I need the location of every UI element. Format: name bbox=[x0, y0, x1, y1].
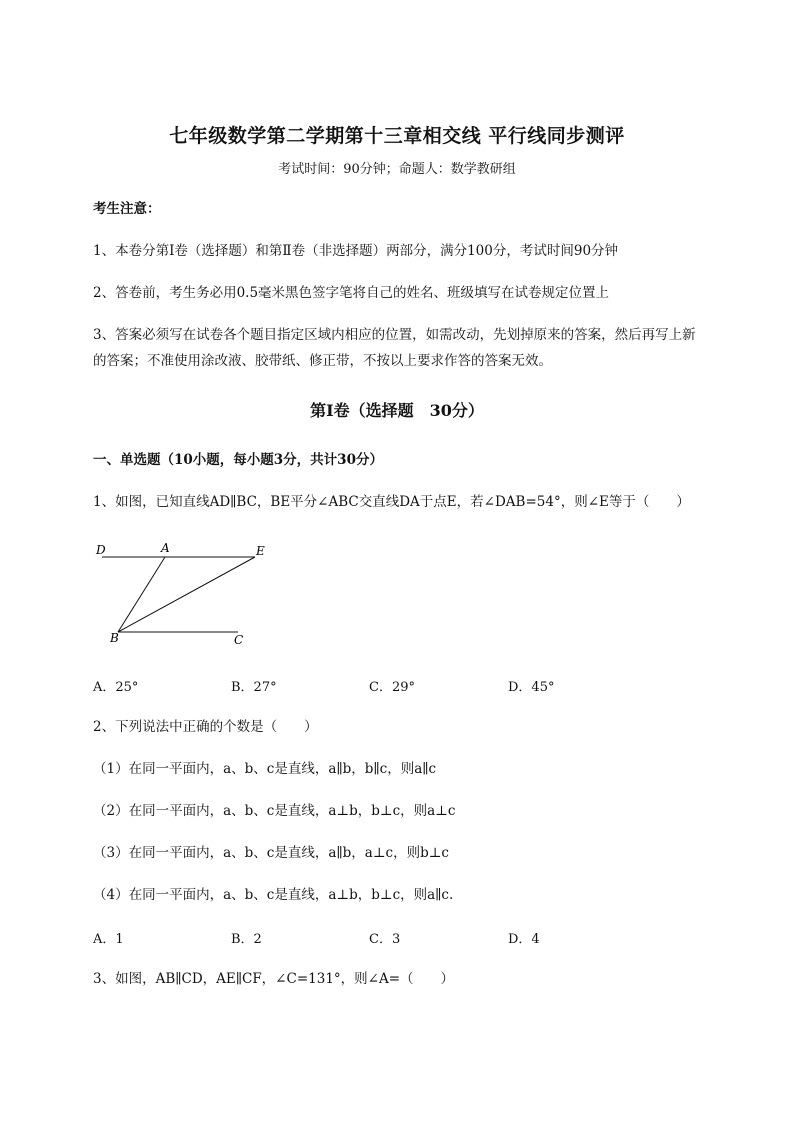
question-2-stem: 2、下列说法中正确的个数是（ ） bbox=[93, 719, 318, 735]
option-c: C．3 bbox=[369, 932, 401, 947]
option-d: D．4 bbox=[508, 932, 540, 947]
option-a: A．25° bbox=[93, 680, 139, 695]
question-1-options bbox=[93, 676, 733, 700]
geometry-diagram bbox=[90, 538, 280, 653]
question-2-statement-2: （2）在同一平面内，a、b、c是直线，a⊥b，b⊥c，则a⊥c bbox=[93, 803, 456, 819]
question-2-statement-4: （4）在同一平面内，a、b、c是直线，a⊥b，b⊥c，则a∥c. bbox=[93, 887, 454, 903]
option-b: B．27° bbox=[231, 680, 277, 695]
question-3-stem: 3、如图，AB∥CD，AE∥CF，∠C=131°，则∠A=（ ） bbox=[93, 971, 455, 987]
point-label-b: B bbox=[110, 631, 119, 645]
point-label-e: E bbox=[256, 544, 265, 558]
notice-heading: 考生注意： bbox=[93, 201, 161, 217]
question-2-statement-1: （1）在同一平面内，a、b、c是直线，a∥b，b∥c，则a∥c bbox=[93, 761, 437, 777]
point-label-d: D bbox=[96, 543, 106, 557]
question-2-options bbox=[93, 928, 733, 952]
option-b: B．2 bbox=[231, 932, 262, 947]
question-1-stem: 1、如图，已知直线AD∥BC，BE平分∠ABC交直线DA于点E，若∠DAB=54°，则∠E等于（ ） bbox=[93, 494, 690, 510]
option-c: C．29° bbox=[369, 680, 415, 695]
option-a: A．1 bbox=[93, 932, 124, 947]
section-title: 第I卷（选择题 30分） bbox=[310, 401, 484, 420]
point-label-a: A bbox=[161, 541, 170, 555]
option-d: D．45° bbox=[508, 680, 555, 695]
point-label-c: C bbox=[234, 633, 244, 647]
notice-item-3-continued: 的答案；不准使用涂改液、胶带纸、修正带，不按以上要求作答的答案无效。 bbox=[93, 353, 552, 369]
question-1-figure bbox=[90, 538, 280, 653]
notice-item-3: 3、答案必须写在试卷各个题目指定区域内相应的位置，如需改动，先划掉原来的答案，然后再写上新 bbox=[93, 327, 696, 343]
notice-item-1: 1、本卷分第I卷（选择题）和第Ⅱ卷（非选择题）两部分，满分100分，考试时间90分钟 bbox=[93, 243, 619, 259]
exam-title: 七年级数学第二学期第十三章相交线 平行线同步测评 bbox=[169, 125, 625, 147]
segment-be bbox=[118, 557, 255, 632]
notice-item-2: 2、答卷前，考生务必用0.5毫米黑色签字笔将自己的姓名、班级填写在试卷规定位置上 bbox=[93, 285, 610, 301]
segment-ab bbox=[118, 557, 165, 632]
question-2-statement-3: （3）在同一平面内，a、b、c是直线，a∥b，a⊥c，则b⊥c bbox=[93, 845, 449, 861]
exam-subtitle: 考试时间：90分钟；命题人：数学教研组 bbox=[278, 162, 516, 177]
part-heading: 一、单选题（10小题，每小题3分，共计30分） bbox=[93, 452, 383, 468]
